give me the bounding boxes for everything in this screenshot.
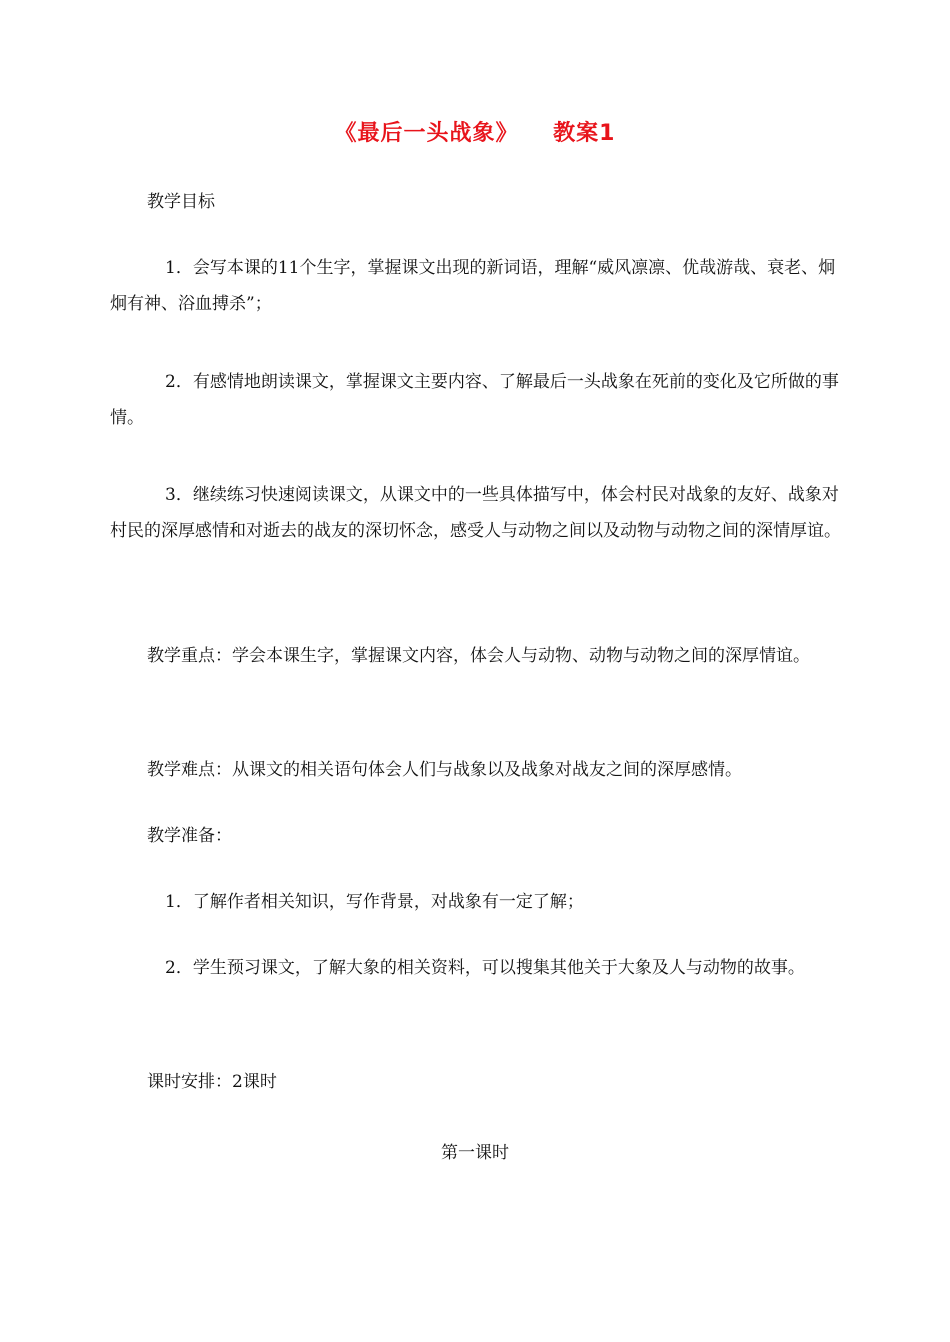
preparation-2: 2．学生预习课文，了解大象的相关资料，可以搜集其他关于大象及人与动物的故事。 xyxy=(165,958,805,978)
key-points: 教学重点：学会本课生字，掌握课文内容，体会人与动物、动物与动物之间的深厚情谊。 xyxy=(147,646,810,666)
difficult-points: 教学难点：从课文的相关语句体会人们与战象以及战象对战友之间的深厚感情。 xyxy=(147,760,742,780)
objective-3: 3．继续练习快速阅读课文，从课文中的一些具体描写中，体会村民对战象的友好、战象对村民的深厚感情和对逝去的战友的深切怀念，感受人与动物之间以及动物与动物之间的深情厚谊。 xyxy=(110,485,841,541)
document-title: 《最后一头战象》 教案1 xyxy=(334,121,616,146)
first-lesson-heading: 第一课时 xyxy=(441,1143,509,1163)
objective-1: 1．会写本课的11个生字，掌握课文出现的新词语，理解“威风凛凛、优哉游哉、衰老、炯炯有神、浴血搏杀”； xyxy=(110,258,836,314)
preparation-1: 1．了解作者相关知识，写作背景，对战象有一定了解； xyxy=(165,892,584,912)
objective-2: 2．有感情地朗读课文，掌握课文主要内容、了解最后一头战象在死前的变化及它所做的事情。 xyxy=(110,372,839,428)
section-objectives-heading: 教学目标 xyxy=(147,192,215,212)
preparation-heading: 教学准备： xyxy=(147,826,232,846)
schedule: 课时安排：2课时 xyxy=(147,1072,277,1092)
